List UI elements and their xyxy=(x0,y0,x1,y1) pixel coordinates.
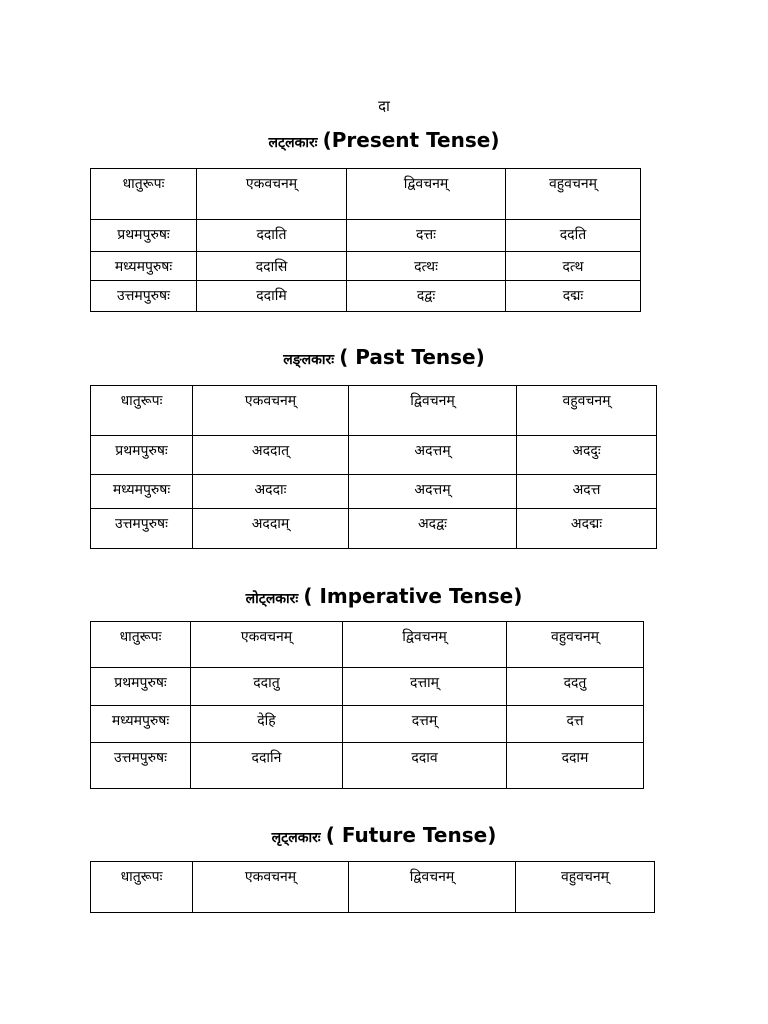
column-header: वहुवचनम् xyxy=(507,622,644,668)
column-header: एकवचनम् xyxy=(191,622,343,668)
table-cell: अदद्वः xyxy=(349,509,517,549)
table-cell: अददात् xyxy=(193,436,349,475)
heading-label-english: ( Imperative Tense) xyxy=(303,584,523,608)
table-cell: दत्तः xyxy=(347,220,506,252)
table-header-row xyxy=(91,169,641,220)
row-header: प्रथमपुरुषः xyxy=(91,436,193,475)
column-header: वहुवचनम् xyxy=(517,386,657,436)
table-cell: ददाम xyxy=(507,743,644,789)
table-header-row xyxy=(91,862,655,913)
table-cell: ददतु xyxy=(507,668,644,706)
column-header: वहुवचनम् xyxy=(506,169,641,220)
heading-label-english: (Present Tense) xyxy=(322,128,500,152)
heading-label-devanagari: लङ्लकारः xyxy=(283,352,335,368)
column-header: द्विवचनम् xyxy=(343,622,507,668)
column-header: धातुरूपः xyxy=(91,386,193,436)
table-cell: अददाम् xyxy=(193,509,349,549)
heading-label-devanagari: लट्लकारः xyxy=(268,135,318,151)
table-past-tense xyxy=(90,385,657,549)
table-row xyxy=(91,668,644,706)
row-header: मध्यमपुरुषः xyxy=(91,706,191,743)
column-header: द्विवचनम् xyxy=(349,862,516,913)
table-header-row xyxy=(91,386,657,436)
table-row xyxy=(91,436,657,475)
table-cell: अदद्मः xyxy=(517,509,657,549)
table-row xyxy=(91,743,644,789)
column-header: वहुवचनम् xyxy=(516,862,655,913)
dhatu-title: दा xyxy=(378,97,390,115)
column-header: धातुरूपः xyxy=(91,622,191,668)
heading-label-devanagari: लोट्लकारः xyxy=(245,591,299,607)
table-row xyxy=(91,475,657,509)
table-row xyxy=(91,220,641,252)
table-cell: दत्थ xyxy=(506,252,641,281)
column-header: द्विवचनम् xyxy=(347,169,506,220)
row-header: उत्तमपुरुषः xyxy=(91,281,197,312)
table-cell: ददानि xyxy=(191,743,343,789)
table-cell: दत्ताम् xyxy=(343,668,507,706)
table-future-tense xyxy=(90,861,655,913)
table-cell: देहि xyxy=(191,706,343,743)
table-cell: अदत्तम् xyxy=(349,436,517,475)
column-header: धातुरूपः xyxy=(91,862,193,913)
row-header: मध्यमपुरुषः xyxy=(91,475,193,509)
table-cell: अददाः xyxy=(193,475,349,509)
table-header-row xyxy=(91,622,644,668)
table-cell: अददुः xyxy=(517,436,657,475)
table-cell: ददासि xyxy=(197,252,347,281)
table-cell: अदत्त xyxy=(517,475,657,509)
table-cell: ददाति xyxy=(197,220,347,252)
table-row xyxy=(91,281,641,312)
row-header: प्रथमपुरुषः xyxy=(91,220,197,252)
row-header: प्रथमपुरुषः xyxy=(91,668,191,706)
table-cell: दत्तम् xyxy=(343,706,507,743)
column-header: एकवचनम् xyxy=(193,862,349,913)
row-header: मध्यमपुरुषः xyxy=(91,252,197,281)
table-cell: दद्वः xyxy=(347,281,506,312)
heading-label-devanagari: लृट्लकारः xyxy=(271,830,321,846)
table-present-tense xyxy=(90,168,641,312)
row-header: उत्तमपुरुषः xyxy=(91,509,193,549)
heading-label-english: ( Past Tense) xyxy=(339,345,485,369)
table-row xyxy=(91,252,641,281)
table-imperative-tense xyxy=(90,621,644,789)
table-cell: दत्त xyxy=(507,706,644,743)
section-heading-imperative xyxy=(0,584,768,608)
table-cell: ददामि xyxy=(197,281,347,312)
section-heading-future xyxy=(0,823,768,847)
column-header: एकवचनम् xyxy=(193,386,349,436)
table-cell: दद्मः xyxy=(506,281,641,312)
table-cell: दत्थः xyxy=(347,252,506,281)
column-header: द्विवचनम् xyxy=(349,386,517,436)
table-cell: ददाव xyxy=(343,743,507,789)
table-row xyxy=(91,706,644,743)
heading-label-english: ( Future Tense) xyxy=(325,823,497,847)
table-cell: अदत्तम् xyxy=(349,475,517,509)
column-header: एकवचनम् xyxy=(197,169,347,220)
table-cell: ददातु xyxy=(191,668,343,706)
section-heading-past xyxy=(0,345,768,369)
table-cell: ददति xyxy=(506,220,641,252)
section-heading-present xyxy=(0,128,768,152)
table-row xyxy=(91,509,657,549)
column-header: धातुरूपः xyxy=(91,169,197,220)
row-header: उत्तमपुरुषः xyxy=(91,743,191,789)
